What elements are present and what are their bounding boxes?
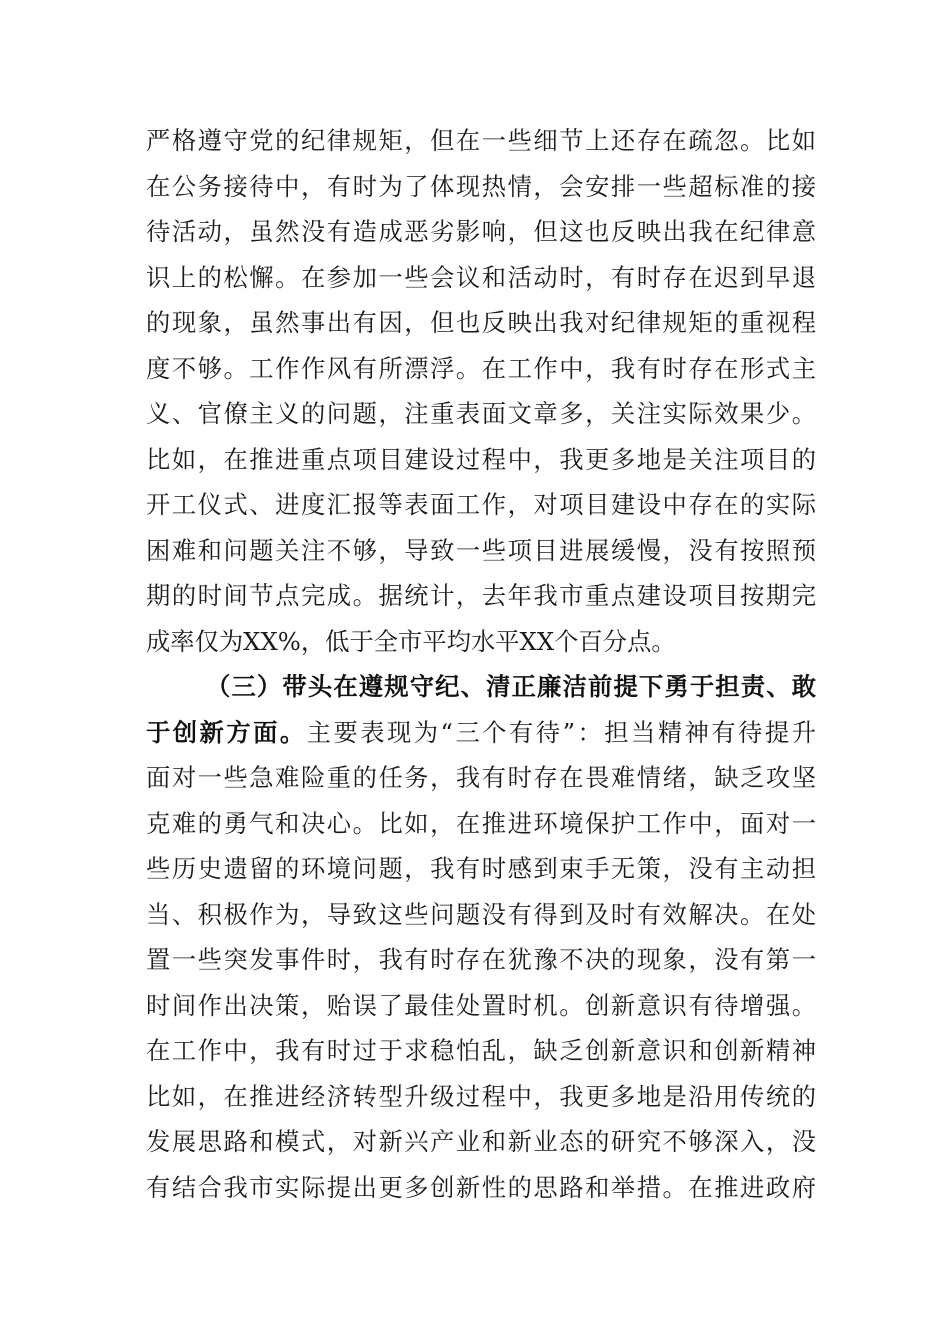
line-text: 在公务接待中，有时为了体现热情，会安排一些超标准的接 xyxy=(146,171,816,201)
section-heading: （三）带头在遵规守纪、清正廉洁前提下勇于担责、敢 xyxy=(206,672,816,701)
line-text: 比如，在推进重点项目建设过程中，我更多地是关注项目的 xyxy=(146,444,816,474)
text-line xyxy=(146,482,816,528)
line-text: 开工仪式、进度汇报等表面工作，对项目建设中存在的实际 xyxy=(146,490,816,519)
text-line xyxy=(146,164,816,210)
text-line xyxy=(146,1028,816,1074)
line-text: 面对一些急难险重的任务，我有时存在畏难情绪，缺乏攻坚 xyxy=(146,763,816,792)
text-line xyxy=(146,118,816,164)
line-text: 成率仅为XX%，低于全市平均水平XX个百分点。 xyxy=(146,626,676,656)
line-text: 有结合我市实际提出更多创新性的思路和举措。在推进政府 xyxy=(146,1172,816,1202)
line-text: 发展思路和模式，对新兴产业和新业态的研究不够深入，没 xyxy=(146,1127,816,1156)
text-line xyxy=(146,892,816,938)
line-text: 在工作中，我有时过于求稳怕乱，缺乏创新意识和创新精神 xyxy=(146,1036,816,1065)
line-text: 比如，在推进经济转型升级过程中，我更多地是沿用传统的 xyxy=(146,1081,816,1111)
text-line xyxy=(146,1165,816,1211)
section-heading-end: 于创新方面。 xyxy=(146,717,307,747)
text-line xyxy=(146,391,816,437)
text-line xyxy=(146,437,816,483)
text-line xyxy=(146,573,816,619)
body-text xyxy=(146,118,816,1210)
line-text: 置一些突发事件时，我有时存在犹豫不决的现象，没有第一 xyxy=(146,945,816,974)
line-text: 识上的松懈。在参加一些会议和活动时，有时存在迟到早退 xyxy=(146,262,816,292)
text-line xyxy=(146,1119,816,1165)
text-line xyxy=(146,801,816,847)
text-line xyxy=(146,619,816,665)
text-line xyxy=(146,1074,816,1120)
text-line xyxy=(146,300,816,346)
section-heading-line xyxy=(146,664,816,710)
line-text: 义、官僚主义的问题，注重表面文章多，关注实际效果少。 xyxy=(146,399,816,428)
text-line xyxy=(146,755,816,801)
line-text: 时间作出决策，贻误了最佳处置时机。创新意识有待增强。 xyxy=(146,990,816,1020)
line-text: 度不够。工作作风有所漂浮。在工作中，我有时存在形式主 xyxy=(146,353,816,383)
text-line xyxy=(146,209,816,255)
line-text: 当、积极作为，导致这些问题没有得到及时有效解决。在处 xyxy=(146,899,816,929)
text-line xyxy=(146,710,816,756)
line-text: 困难和问题关注不够，导致一些项目进展缓慢，没有按照预 xyxy=(146,535,816,565)
text-line xyxy=(146,255,816,301)
text-line xyxy=(146,528,816,574)
line-text: 期的时间节点完成。据统计，去年我市重点建设项目按期完 xyxy=(146,581,816,610)
text-line xyxy=(146,983,816,1029)
line-text: 的现象，虽然事出有因，但也反映出我对纪律规矩的重视程 xyxy=(146,308,816,337)
line-text: 严格遵守党的纪律规矩，但在一些细节上还存在疏忽。比如 xyxy=(146,126,816,155)
text-line xyxy=(146,937,816,983)
line-text: 些历史遗留的环境问题，我有时感到束手无策，没有主动担 xyxy=(146,854,816,883)
line-text: 待活动，虽然没有造成恶劣影响，但这也反映出我在纪律意 xyxy=(146,217,816,246)
line-text: 主要表现为“三个有待”：担当精神有待提升 xyxy=(306,717,816,747)
line-text: 克难的勇气和决心。比如，在推进环境保护工作中，面对一 xyxy=(146,808,816,838)
text-line xyxy=(146,846,816,892)
text-line xyxy=(146,346,816,392)
